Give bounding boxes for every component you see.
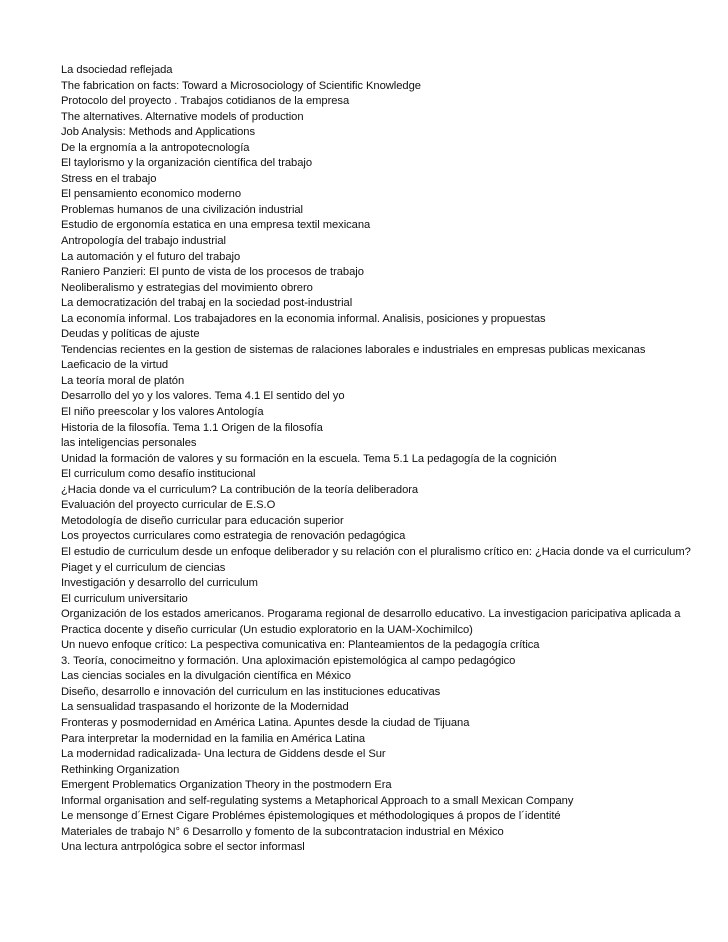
list-item: Deudas y políticas de ajuste: [61, 328, 200, 341]
list-item: Raniero Panzieri: El punto de vista de los procesos de trabajo: [61, 266, 364, 279]
list-item: Piaget y el curriculum de ciencias: [61, 561, 226, 574]
list-item: Una lectura antrpológica sobre el sector informasl: [61, 841, 305, 854]
list-item: Rethinking Organization: [61, 763, 180, 776]
list-item: Materiales de trabajo N° 6 Desarrollo y fomento de la subcontratacion industrial en México: [61, 825, 504, 838]
list-item: La economía informal. Los trabajadores en la economia informal. Analisis, posiciones y propuestas: [61, 312, 546, 325]
list-item: Desarrollo del yo y los valores. Tema 4.1 El sentido del yo: [61, 390, 345, 403]
list-item: Practica docente y diseño curricular (Un estudio exploratorio en la UAM-Xochimilco): [61, 623, 473, 636]
list-item: El taylorismo y la organización científica del trabajo: [61, 157, 313, 170]
list-item: The fabrication on facts: Toward a Microsociology of Scientific Knowledge: [61, 79, 421, 92]
list-item: El pensamiento economico moderno: [61, 188, 241, 201]
list-item: Historia de la filosofía. Tema 1.1 Origen de la filosofía: [61, 421, 323, 434]
title-list: [61, 63, 728, 856]
list-item: 3. Teoría, conocimeitno y formación. Una aploximación epistemológica al campo pedagógico: [61, 654, 516, 667]
list-item: El estudio de curriculum desde un enfoque deliberador y su relación con el pluralismo crítico en: ¿Hacia donde va el curriculum?: [61, 545, 691, 558]
list-item: Fronteras y posmodernidad en América Latina. Apuntes desde la ciudad de Tijuana: [61, 716, 470, 729]
list-item: Tendencias recientes en la gestion de sistemas de ralaciones laborales e industriales en empresas publicas mexicanas: [61, 343, 646, 356]
list-item: Laeficacio de la virtud: [61, 359, 169, 372]
list-item: Le mensonge d´Ernest Cigare Problémes épistemologiques et méthodologiques á propos de l´identité: [61, 810, 561, 823]
list-item: Problemas humanos de una civilización industrial: [61, 203, 303, 216]
list-item: Diseño, desarrollo e innovación del curriculum en las instituciones educativas: [61, 685, 441, 698]
list-item: Unidad la formación de valores y su formación en la escuela. Tema 5.1 La pedagogía de la cognición: [61, 452, 557, 465]
list-item: La democratización del trabaj en la sociedad post-industrial: [61, 297, 353, 310]
list-item: Protocolo del proyecto . Trabajos cotidianos de la empresa: [61, 95, 350, 108]
list-item: Neoliberalismo y estrategias del movimiento obrero: [61, 281, 313, 294]
list-item: Stress en el trabajo: [61, 172, 157, 185]
list-item: El curriculum universitario: [61, 592, 188, 605]
list-item: Metodología de diseño curricular para educación superior: [61, 514, 344, 527]
list-item: Los proyectos curriculares como estrategia de renovación pedagógica: [61, 530, 406, 543]
list-item: La teoría moral de platón: [61, 374, 185, 387]
list-item: ¿Hacia donde va el curriculum? La contribución de la teoría deliberadora: [61, 483, 419, 496]
list-item: The alternatives. Alternative models of production: [61, 110, 304, 123]
list-item: Emergent Problematics Organization Theory in the postmodern Era: [61, 779, 392, 792]
list-item: La sensualidad traspasando el horizonte de la Modernidad: [61, 701, 349, 714]
list-item: La modernidad radicalizada- Una lectura de Giddens desde el Sur: [61, 748, 386, 761]
list-item: Investigación y desarrollo del curriculum: [61, 577, 258, 590]
list-item: Estudio de ergonomía estatica en una empresa textil mexicana: [61, 219, 371, 232]
list-item: Job Analysis: Methods and Applications: [61, 126, 256, 139]
list-item: Antropología del trabajo industrial: [61, 235, 226, 248]
list-item: El curriculum como desafío institucional: [61, 468, 256, 481]
list-item: La automación y el futuro del trabajo: [61, 250, 241, 263]
list-item: El niño preescolar y los valores Antología: [61, 406, 264, 419]
list-item: De la ergnomía a la antropotecnología: [61, 141, 250, 154]
list-item: Organización de los estados americanos. Progarama regional de desarrollo educativo. La investigacion paricipativa aplicada a: [61, 608, 681, 621]
list-item: La dsociedad reflejada: [61, 64, 173, 76]
list-item: Las ciencias sociales en la divulgación científica en México: [61, 670, 351, 683]
list-item: Informal organisation and self-regulating systems a Metaphorical Approach to a small Mexican Company: [61, 794, 574, 807]
list-item: Para interpretar la modernidad en la familia en América Latina: [61, 732, 366, 745]
list-item: Evaluación del proyecto curricular de E.S.O: [61, 499, 276, 512]
list-item: las inteligencias personales: [61, 437, 197, 450]
list-item: Un nuevo enfoque crítico: La pespectiva comunicativa en: Planteamientos de la pedagogía crítica: [61, 639, 540, 652]
